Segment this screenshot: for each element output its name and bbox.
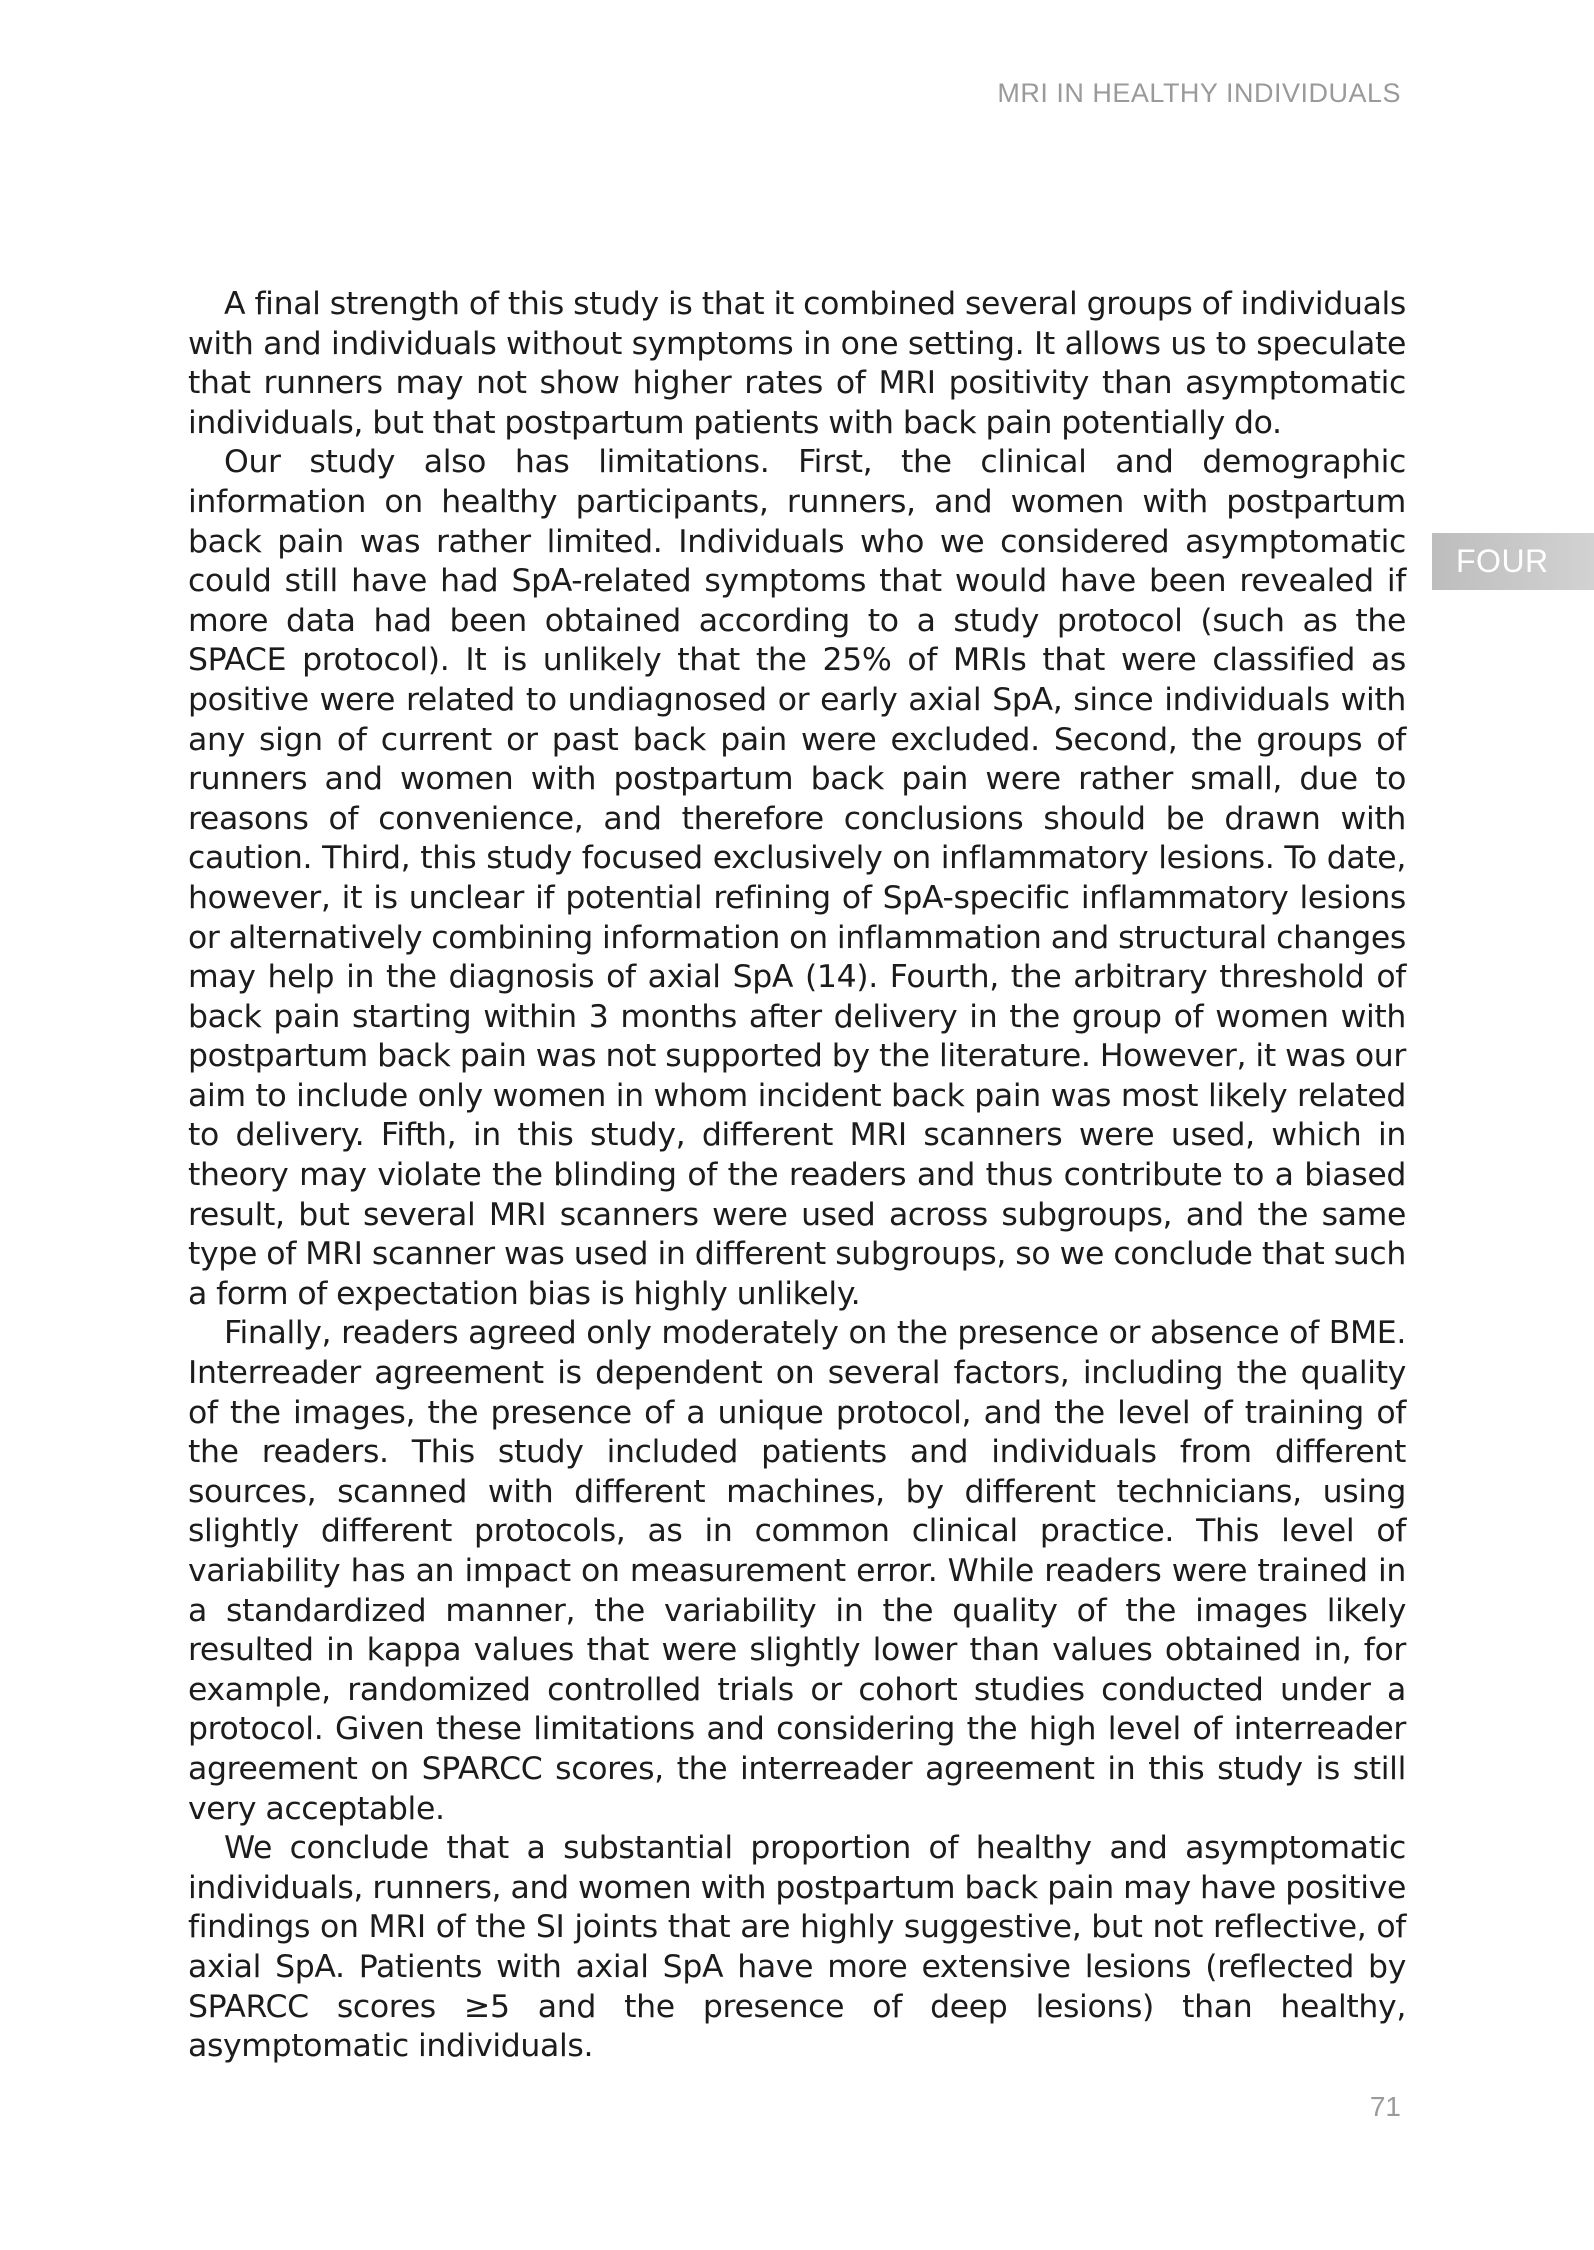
body-text	[188, 285, 1406, 2067]
paragraph-conclusion: We conclude that a substantial proportion of healthy and asymptomatic individuals, runners, and women with postpartum back pain may have positive findings on MRI of the SI joints that are highly suggestive, but not reflective, of axial SpA. Patients with axial SpA have more extensive lesions (reflected by SPARCC scores ≥5 and the presence of deep lesions) than healthy, asymptomatic individuals.	[188, 1830, 1406, 2065]
running-header: MRI IN HEALTHY INDIVIDUALS	[997, 78, 1401, 108]
paragraph-strength: A final strength of this study is that it combined several groups of individuals with and individuals without symptoms in one setting. It allows us to speculate that runners may not show higher rates of MRI positivity than asymptomatic individuals, but that postpartum patients with back pain potentially do.	[188, 286, 1406, 441]
paragraph-limitations: Our study also has limitations. First, the clinical and demographic information on healthy participants, runners, and women with postpartum back pain was rather limited. Individuals who we considered asymptomatic could still have had SpA-related symptoms that would have been revealed if more data had been obtained according to a study protocol (such as the SPACE protocol). It is unlikely that the 25% of MRIs that were classified as positive were related to undiagnosed or early axial SpA, since individuals with any sign of current or past back pain were excluded. Second, the groups of runners and women with postpartum back pain were rather small, due to reasons of convenience, and therefore conclusions should be drawn with caution. Third, this study focused exclusively on inflammatory lesions. To date, however, it is unclear if potential refining of SpA-specific inflammatory lesions or alternatively combining information on inflammation and structural changes may help in the diagnosis of axial SpA (14). Fourth, the arbitrary threshold of back pain starting within 3 months after delivery in the group of women with postpartum back pain was not supported by the literature. However, it was our aim to include only women in whom incident back pain was most likely related to delivery. Fifth, in this study, different MRI scanners were used, which in theory may violate the blinding of the readers and thus contribute to a biased result, but several MRI scanners were used across subgroups, and the same type of MRI scanner was used in different subgroups, so we conclude that such a form of expectation bias is highly unlikely.	[188, 444, 1406, 1312]
page-number: 71	[1369, 2091, 1401, 2122]
chapter-tab	[1432, 533, 1594, 590]
paragraph-interreader-agreement: Finally, readers agreed only moderately on the presence or absence of BME. Interreader agreement is dependent on several factors, including the quality of the images, the presence of a unique protocol, and the level of training of the readers. This study included patients and individuals from different sources, scanned with different machines, by different technicians, using slightly different protocols, as in common clinical practice. This level of variability has an impact on measurement error. While readers were trained in a standardized manner, the variability in the quality of the images likely resulted in kappa values that were slightly lower than values obtained in, for example, randomized controlled trials or cohort studies conducted under a protocol. Given these limitations and considering the high level of interreader agreement on SPARCC scores, the interreader agreement in this study is still very acceptable.	[188, 1315, 1406, 1827]
chapter-tab-label: FOUR	[1456, 543, 1549, 579]
